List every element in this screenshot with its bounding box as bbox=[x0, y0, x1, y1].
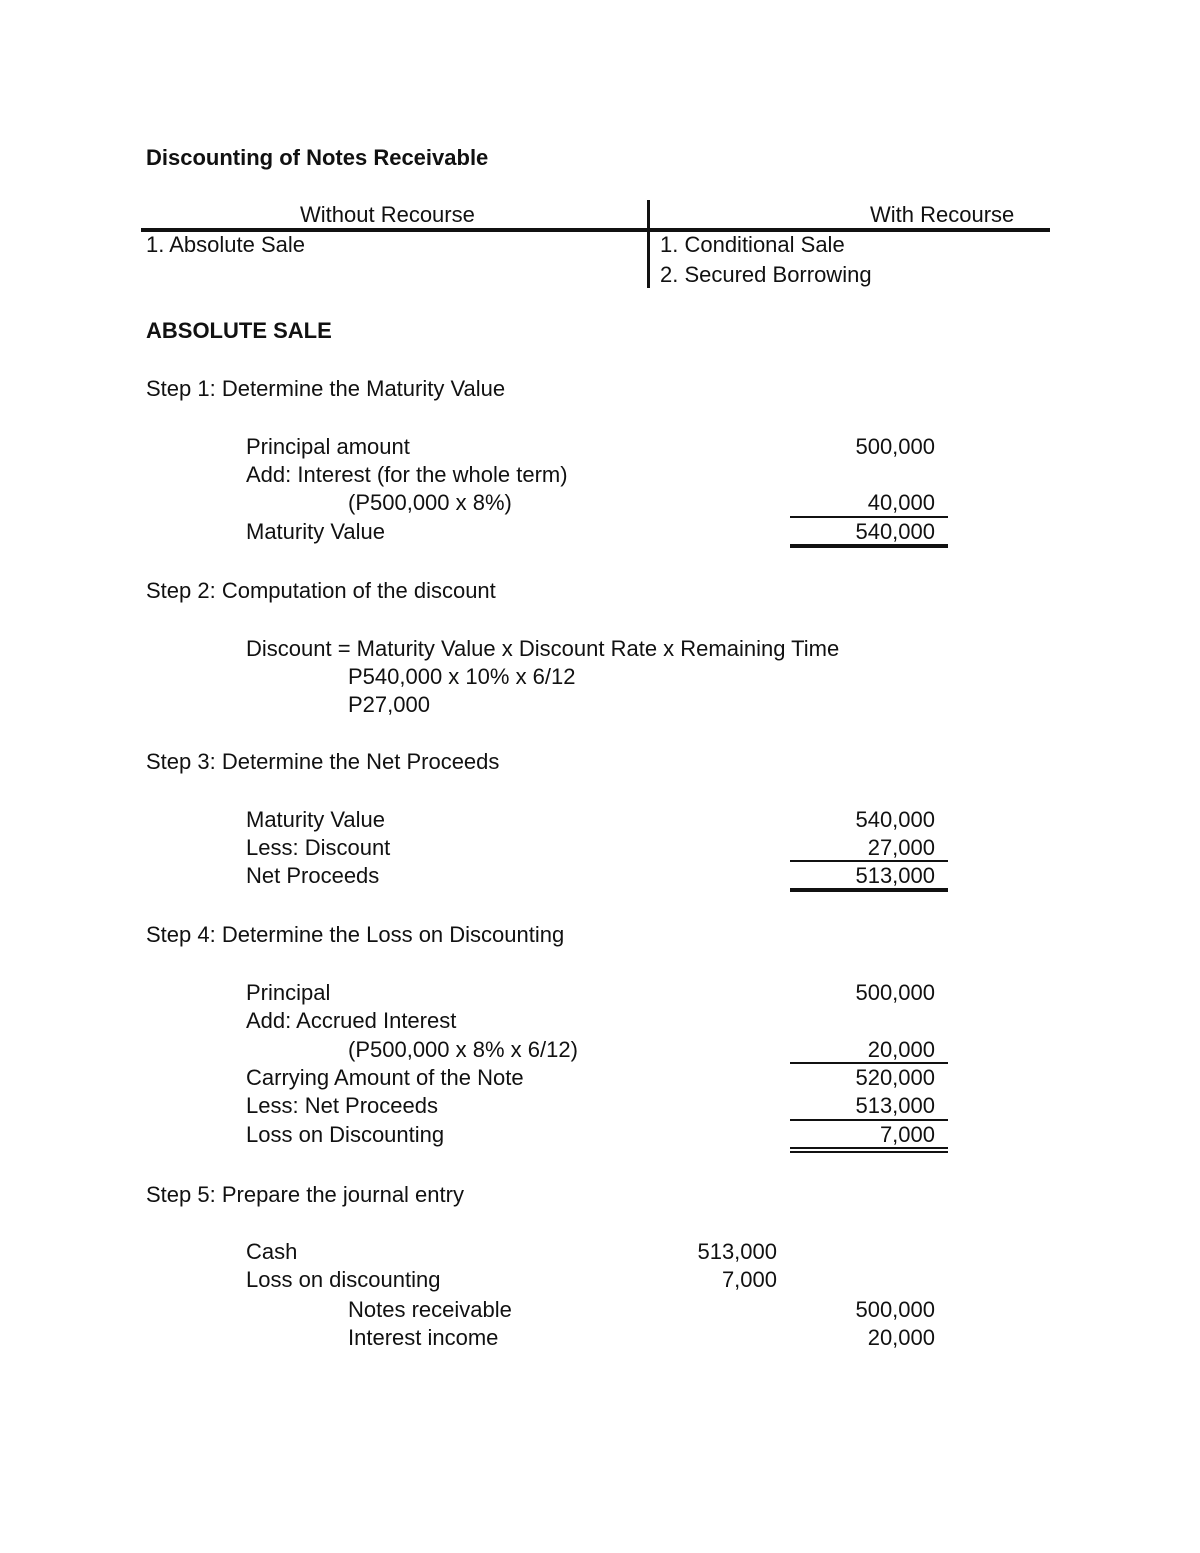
table-divider bbox=[647, 200, 650, 288]
total-label: Net Proceeds bbox=[246, 863, 380, 888]
subtotal-rule bbox=[790, 1062, 948, 1064]
subtotal-rule bbox=[790, 516, 948, 518]
double-rule-upper bbox=[790, 1147, 948, 1149]
line-amount: 520,000 bbox=[855, 1065, 935, 1090]
line-amount: 20,000 bbox=[867, 1037, 935, 1062]
journal-account: Cash bbox=[246, 1239, 298, 1264]
without-recourse-header: Without Recourse bbox=[300, 202, 475, 227]
journal-debit: 513,000 bbox=[697, 1239, 777, 1264]
subtotal-rule bbox=[790, 1119, 948, 1121]
journal-credit: 500,000 bbox=[855, 1297, 935, 1322]
total-label: Maturity Value bbox=[246, 519, 385, 544]
total-amount: 7,000 bbox=[879, 1122, 935, 1147]
line-amount: 500,000 bbox=[855, 434, 935, 459]
page-title: Discounting of Notes Receivable bbox=[146, 145, 489, 170]
line-label: Maturity Value bbox=[246, 807, 385, 832]
total-amount: 513,000 bbox=[855, 863, 935, 888]
line-amount: 40,000 bbox=[867, 490, 935, 515]
discount-formula: Discount = Maturity Value x Discount Rate x Remaining Time bbox=[246, 636, 840, 661]
journal-account: Interest income bbox=[348, 1325, 499, 1350]
journal-debit: 7,000 bbox=[721, 1267, 777, 1292]
line-label: (P500,000 x 8% x 6/12) bbox=[348, 1037, 578, 1062]
journal-account: Notes receivable bbox=[348, 1297, 512, 1322]
total-label: Loss on Discounting bbox=[246, 1122, 445, 1147]
line-label: Carrying Amount of the Note bbox=[246, 1065, 524, 1090]
step-heading: Step 3: Determine the Net Proceeds bbox=[146, 749, 500, 774]
step-heading: Step 5: Prepare the journal entry bbox=[146, 1182, 464, 1207]
line-label: Less: Net Proceeds bbox=[246, 1093, 438, 1118]
total-rule bbox=[790, 888, 948, 892]
step-heading: Step 2: Computation of the discount bbox=[146, 578, 496, 603]
total-rule bbox=[790, 544, 948, 548]
line-label: Less: Discount bbox=[246, 835, 391, 860]
line-amount: 27,000 bbox=[867, 835, 935, 860]
step-heading: Step 1: Determine the Maturity Value bbox=[146, 376, 506, 401]
discount-computation: P540,000 x 10% x 6/12 bbox=[348, 664, 576, 689]
line-amount: 540,000 bbox=[855, 807, 935, 832]
with-recourse-header: With Recourse bbox=[870, 202, 1015, 227]
line-amount: 513,000 bbox=[855, 1093, 935, 1118]
total-amount: 540,000 bbox=[855, 519, 935, 544]
discount-result: P27,000 bbox=[348, 692, 430, 717]
with-recourse-item: 1. Conditional Sale bbox=[660, 232, 845, 257]
with-recourse-item: 2. Secured Borrowing bbox=[660, 262, 872, 287]
line-amount: 500,000 bbox=[855, 980, 935, 1005]
line-label: Add: Interest (for the whole term) bbox=[246, 462, 568, 487]
step-heading: Step 4: Determine the Loss on Discounting bbox=[146, 922, 565, 947]
journal-account: Loss on discounting bbox=[246, 1267, 441, 1292]
section-title: ABSOLUTE SALE bbox=[146, 318, 332, 343]
without-recourse-item: 1. Absolute Sale bbox=[146, 232, 306, 257]
line-label: (P500,000 x 8%) bbox=[348, 490, 512, 515]
line-label: Principal amount bbox=[246, 434, 410, 459]
journal-credit: 20,000 bbox=[867, 1325, 935, 1350]
double-rule-lower bbox=[790, 1151, 948, 1153]
subtotal-rule bbox=[790, 860, 948, 862]
line-label: Principal bbox=[246, 980, 331, 1005]
line-label: Add: Accrued Interest bbox=[246, 1008, 457, 1033]
